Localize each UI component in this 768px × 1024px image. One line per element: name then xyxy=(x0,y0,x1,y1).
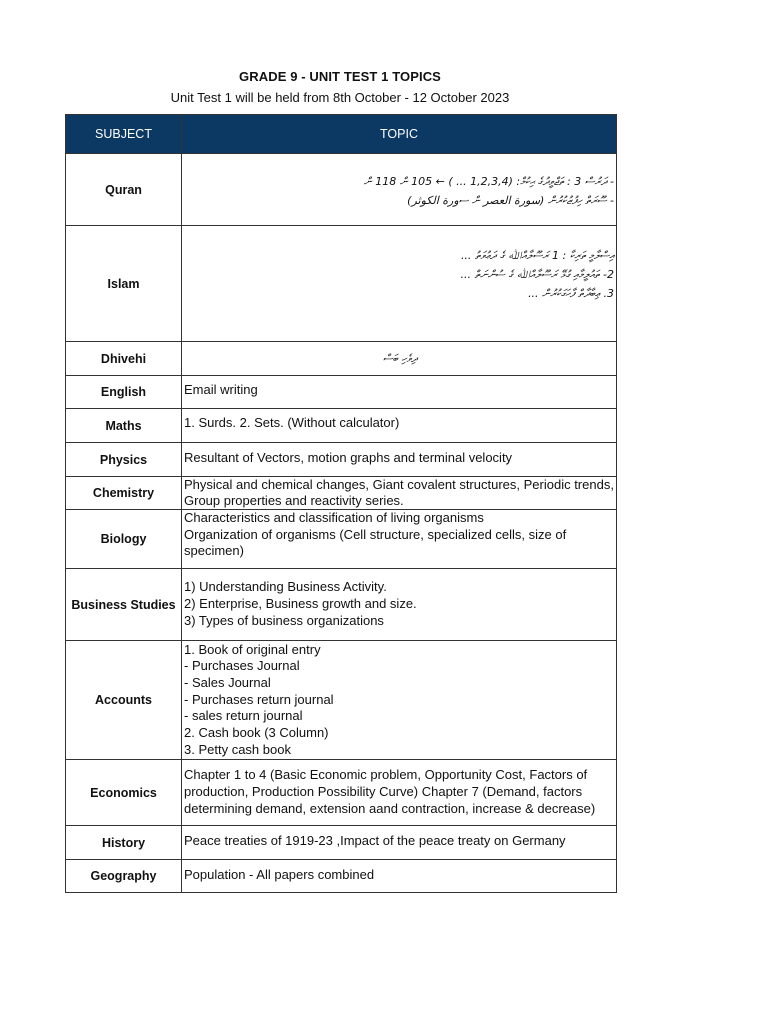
topic-line: 3) Types of business organizations xyxy=(184,612,384,628)
subject-cell: Business Studies xyxy=(66,569,182,641)
topic-cell xyxy=(182,376,617,409)
table-row xyxy=(66,760,617,826)
topic-cell xyxy=(182,641,617,760)
topic-line: - Purchases return journal xyxy=(184,691,334,707)
topic-line: 2- ތައުލީމާއި ގުޅޭ ރަސޫލާއްﷲ ގެ ސުންނަތް ... xyxy=(460,268,614,281)
topic-line: - ދަރުސް 3 : ތަޖްވީދުގެ ޙިކުމް: (1,2,3,4 ... ) ← 105 ން 118 ން xyxy=(363,175,614,188)
topic-line: Chapter 1 to 4 (Basic Economic problem, Opportunity Cost, Factors of xyxy=(184,767,588,783)
topic-line: - sales return journal xyxy=(184,708,303,724)
topic-line: Peace treaties of 1919-23 ,Impact of the peace treaty on Germany xyxy=(184,833,566,848)
header-topic: TOPIC xyxy=(182,115,617,154)
table-row xyxy=(66,443,617,477)
table-row xyxy=(66,826,617,860)
topic-cell xyxy=(182,226,617,342)
topic-line: - Purchases Journal xyxy=(184,658,300,674)
subject-cell: Chemistry xyxy=(66,477,182,510)
topic-line: ދިވެހި ބަސް xyxy=(382,352,418,365)
table-row xyxy=(66,342,617,376)
topic-line: determining demand, extension aand contraction, increase & decrease) xyxy=(184,800,596,816)
topic-line: specimen) xyxy=(184,543,244,559)
subject-cell: Physics xyxy=(66,443,182,477)
topic-cell xyxy=(182,826,617,860)
topic-line: 3. Petty cash book xyxy=(184,741,291,757)
subject-cell: Accounts xyxy=(66,641,182,760)
table-row xyxy=(66,477,617,510)
topic-line: - ސޫރަތް ހިފުޒުކުރުން (سورة العصر ން ސورة الكوثر) xyxy=(407,194,614,207)
topic-line: Physical and chemical changes, Giant covalent structures, Periodic trends, xyxy=(184,477,614,492)
table-row xyxy=(66,376,617,409)
topic-cell xyxy=(182,477,617,510)
topic-cell xyxy=(182,510,617,569)
table-header-row xyxy=(66,115,617,154)
topic-line: - Sales Journal xyxy=(184,674,271,690)
subject-cell: Dhivehi xyxy=(66,342,182,376)
table-row xyxy=(66,569,617,641)
topic-cell xyxy=(182,342,617,376)
topic-line: 1. Surds. 2. Sets. (Without calculator) xyxy=(184,415,400,430)
topic-cell xyxy=(182,760,617,826)
topic-cell xyxy=(182,443,617,477)
table-row xyxy=(66,641,617,760)
subject-cell: Maths xyxy=(66,409,182,443)
table-row xyxy=(66,510,617,569)
topic-cell xyxy=(182,154,617,226)
subject-cell: History xyxy=(66,826,182,860)
topic-line: Population - All papers combined xyxy=(184,867,375,882)
topic-line: 1. Book of original entry xyxy=(184,641,321,657)
topics-table xyxy=(65,114,617,893)
table-row xyxy=(66,409,617,443)
topic-line: production, Production Possibility Curve) Chapter 7 (Demand, factors xyxy=(184,784,583,800)
subject-cell: Geography xyxy=(66,860,182,893)
topic-line: 2. Cash book (3 Column) xyxy=(184,725,329,741)
topic-line: Group properties and reactivity series. xyxy=(184,493,404,508)
topic-line: 2) Enterprise, Business growth and size. xyxy=(184,596,417,612)
topic-cell xyxy=(182,860,617,893)
subject-cell: Quran xyxy=(66,154,182,226)
table-row xyxy=(66,860,617,893)
topic-cell xyxy=(182,569,617,641)
topic-line: 3. ޢިބާދާތް ފާހަގަކުރުން ... xyxy=(528,287,614,300)
subject-cell: English xyxy=(66,376,182,409)
topic-cell xyxy=(182,409,617,443)
subject-cell: Biology xyxy=(66,510,182,569)
topic-line: Organization of organisms (Cell structure, specialized cells, size of xyxy=(184,526,567,542)
table-row xyxy=(66,154,617,226)
topic-line: Characteristics and classification of living organisms xyxy=(184,510,484,525)
header-subject: SUBJECT xyxy=(66,115,182,154)
table-row xyxy=(66,226,617,342)
topic-line: Email writing xyxy=(184,382,258,397)
subject-cell: Islam xyxy=(66,226,182,342)
subject-cell: Economics xyxy=(66,760,182,826)
topic-line: އިސްލާމީ ތަރިކާ : 1 ރަސޫލާއްﷲ ގެ ދަޢުވަތު ... xyxy=(460,249,614,262)
page-subtitle: Unit Test 1 will be held from 8th October - 12 October 2023 xyxy=(170,90,510,105)
topic-line: Resultant of Vectors, motion graphs and terminal velocity xyxy=(184,450,513,465)
page-title: GRADE 9 - UNIT TEST 1 TOPICS xyxy=(239,69,441,84)
topic-line: 1) Understanding Business Activity. xyxy=(184,579,387,595)
